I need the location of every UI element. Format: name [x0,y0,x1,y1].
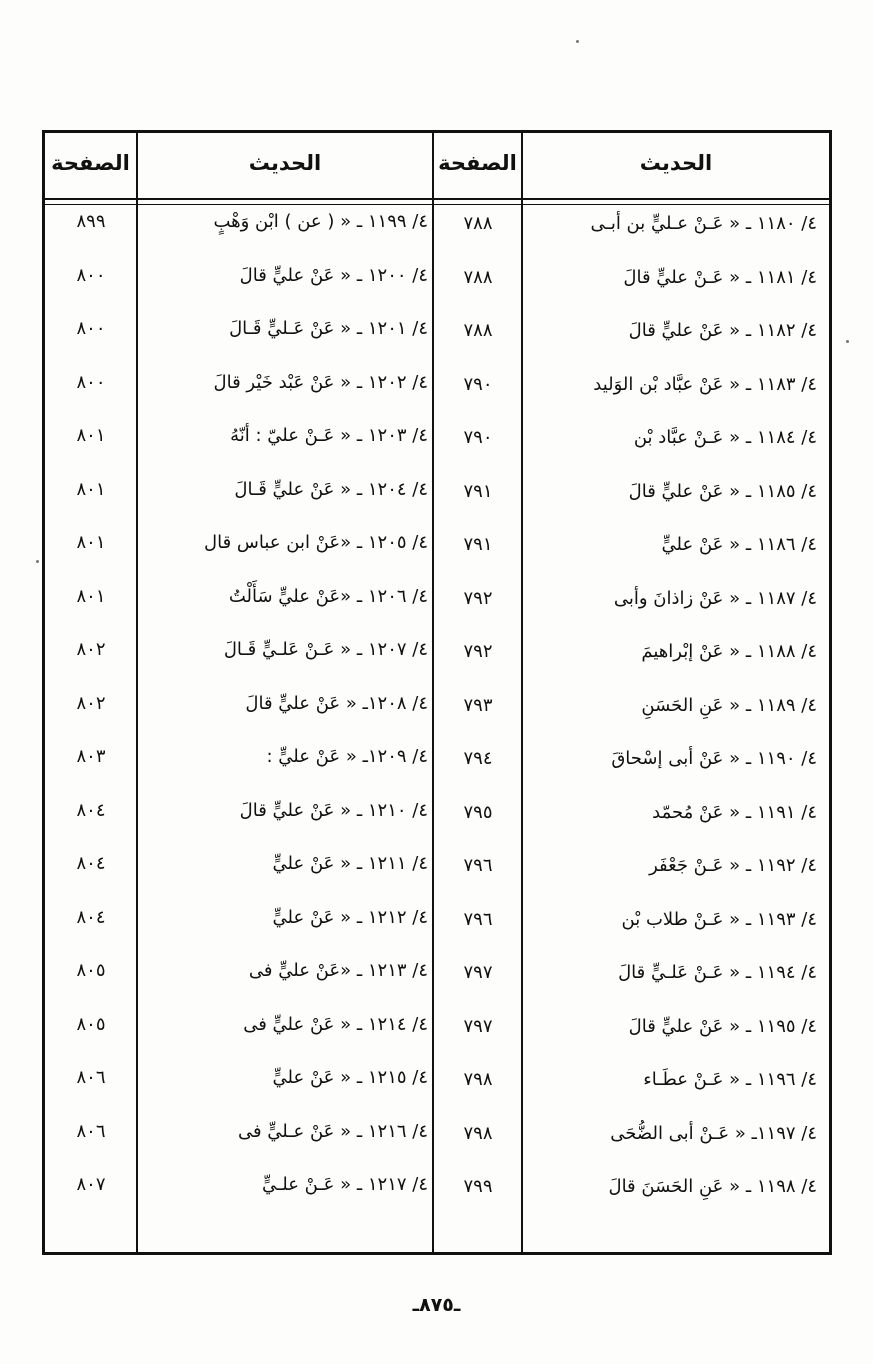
left-entry-page: ٨٠٦ [76,1067,106,1088]
right-entry-page: ٧٨٨ [463,320,493,341]
left-entry-page: ٨٠٠ [76,371,106,393]
right-entry-text: ٤/ ١١٩٦ ـ « عَـنْ عطَـاء [643,1069,817,1090]
right-entry-page: ٧٨٨ [463,266,493,288]
header-left-page: الصفحة [51,151,130,175]
header-rule-inner [45,204,829,205]
left-entry-text: ٤/ ١٢٠٨ـ « عَنْ عليٍّ قالَ [245,692,428,714]
left-entry-text: ٤/ ١٢٠٣ ـ « عَـنْ عليّ : أنّهُ [230,425,428,446]
left-entry-page: ٨٠٧ [76,1174,106,1195]
left-entry-page: ٨٠٣ [76,746,106,767]
right-entry-page: ٧٩٤ [463,748,493,769]
divider-middle [432,133,434,1252]
divider-right-page [521,133,523,1252]
right-entry-text: ٤/ ١١٨١ ـ « عَـنْ عليٍّ قالَ [623,266,817,288]
right-entry-text: ٤/ ١١٩٥ ـ « عَنْ عليٍّ قالَ [628,1015,817,1037]
right-entry-page: ٧٩٧ [463,962,493,983]
left-entry-text: ٤/ ١٢١٦ ـ « عَنْ عـليٍّ فى [237,1120,428,1142]
left-entry-text: ٤/ ١٢١٤ ـ « عَنْ عليٍّ فى [243,1013,428,1035]
left-entry-text: ٤/ ١٢٠٦ ـ «عَنْ عليٍّ سَأَلْتُ [228,585,428,607]
right-entry-text: ٤/ ١١٩٤ ـ « عَـنْ عَلـيٍّ قالَ [618,962,817,983]
left-entry-text: ٤/ ١٢١٧ ـ « عَـنْ علـيٍّ [261,1174,428,1195]
left-entry-page: ٨٠٦ [76,1120,106,1142]
right-entry-text: ٤/ ١١٩٣ ـ « عَـنْ طلاب بْن [621,908,817,930]
index-table [42,130,832,1255]
right-entry-text: ٤/ ١١٨٥ ـ « عَنْ عليٍّ قالَ [628,480,817,502]
header-left-hadith: الحديث [248,151,322,175]
right-entry-text: ٤/ ١١٨٩ ـ « عَنِ الحَسَنِ [641,694,817,716]
left-entry-text: ٤/ ١٢٠٤ ـ « عَنْ عليٍّ قَـالَ [234,478,428,500]
left-entry-text: ٤/ ١٢٠١ ـ « عَنْ عَـليٍّ قَـالَ [229,318,428,339]
left-entry-page: ٨٠٤ [76,906,106,928]
right-entry-page: ٧٩١ [463,534,493,555]
right-entry-text: ٤/ ١١٨٧ ـ « عَنْ زاذانَ وأبى [613,587,817,609]
divider-left-page [136,133,138,1252]
left-entry-text: ٤/ ١٢١٣ ـ «عَنْ عليٍّ فى [248,960,428,981]
right-entry-page: ٧٩٢ [463,641,493,662]
right-entry-text: ٤/ ١١٩١ ـ « عَنْ مُحمّد [652,801,817,823]
left-entry-page: ٨٠٢ [76,692,106,714]
left-entry-text: ٤/ ١٢٠٢ ـ « عَنْ عَبْد خَيْر قالَ [213,371,428,393]
right-entry-page: ٧٩٧ [463,1015,493,1037]
right-entry-page: ٧٩٠ [463,427,493,448]
left-entry-text: ٤/ ١٢٠٥ ـ «عَنْ ابن عباس قال [204,532,428,553]
left-entry-page: ٨٠٢ [76,639,106,660]
right-entry-page: ٧٩٨ [463,1122,493,1144]
right-entry-text: ٤/ ١١٨٠ ـ « عَـنْ عـليٍّ بن أبـى [590,213,817,234]
right-entry-page: ٧٩٩ [463,1176,493,1197]
right-entry-page: ٧٨٨ [463,213,493,234]
left-entry-page: ٨٠٠ [76,318,106,339]
left-entry-text: ٤/ ١٢١٥ ـ « عَنْ عليٍّ [272,1067,428,1088]
paper-speck [36,560,39,563]
header-rule [45,198,829,200]
right-entry-text: ٤/ ١١٩٨ ـ « عَنِ الحَسَنَ قالَ [608,1176,817,1197]
right-entry-text: ٤/ ١١٨٢ ـ « عَنْ عليٍّ قالَ [628,320,817,341]
header-right-page: الصفحة [438,151,517,175]
right-entry-text: ٤/ ١١٨٦ ـ « عَنْ عليٍّ [661,534,817,555]
left-entry-text: ٤/ ١٢٠٧ ـ « عَـنْ عَلـيٍّ قَـالَ [223,639,428,660]
right-entry-page: ٧٩٨ [463,1069,493,1090]
paper-speck [576,40,579,43]
left-entry-text: ٤/ ١٢٠٩ـ « عَنْ عليٍّ : [266,746,428,767]
right-entry-text: ٤/ ١١٨٤ ـ « عَـنْ عبَّاد بْن [633,427,817,448]
left-entry-page: ٨٠١ [76,532,106,553]
left-entry-text: ٤/ ١٢٠٠ ـ « عَنْ عليٍّ قالَ [239,264,428,286]
right-entry-page: ٧٩٢ [463,587,493,609]
right-entry-page: ٧٩٥ [463,801,493,823]
left-entry-text: ٤/ ١١٩٩ ـ « ( عن ) ابْن وَهْبٍ [213,211,428,232]
left-entry-page: ٨٠١ [76,425,106,446]
page-number: ـ٨٧٥ـ [412,1294,461,1316]
header-right-hadith: الحديث [639,151,713,175]
left-entry-page: ٨٠٥ [76,1013,106,1035]
left-entry-text: ٤/ ١٢١١ ـ « عَنْ عليٍّ [272,853,428,874]
left-entry-text: ٤/ ١٢١٢ ـ « عَنْ عليٍّ [272,906,428,928]
left-entry-page: ٨٠٤ [76,799,106,821]
left-entry-page: ٨٠٤ [76,853,106,874]
left-entry-page: ٨٠٠ [76,264,106,286]
right-entry-page: ٧٩٣ [463,694,493,716]
left-entry-page: ٨٠١ [76,478,106,500]
paper-speck [846,340,849,343]
right-entry-text: ٤/ ١١٨٣ ـ « عَنْ عبَّاد بْن الوَليد [593,373,817,395]
right-entry-text: ٤/ ١١٩٠ ـ « عَنْ أبى إسْحاقَ [611,748,817,769]
left-entry-page: ٨٠١ [76,585,106,607]
right-entry-page: ٧٩٦ [463,908,493,930]
right-entry-page: ٧٩١ [463,480,493,502]
right-entry-text: ٤/ ١١٨٨ ـ « عَنْ إبْراهيمَ [641,641,817,662]
right-entry-text: ٤/ ١١٩٧ـ « عَـنْ أبى الضُّحَى [610,1122,817,1144]
right-entry-page: ٧٩٠ [463,373,493,395]
left-entry-page: ٨٠٥ [76,960,106,981]
left-entry-page: ٨٩٩ [76,211,106,232]
left-entry-text: ٤/ ١٢١٠ ـ « عَنْ عليٍّ قالَ [239,799,428,821]
right-entry-text: ٤/ ١١٩٢ ـ « عَـنْ جَعْفَر [649,855,817,876]
right-entry-page: ٧٩٦ [463,855,493,876]
